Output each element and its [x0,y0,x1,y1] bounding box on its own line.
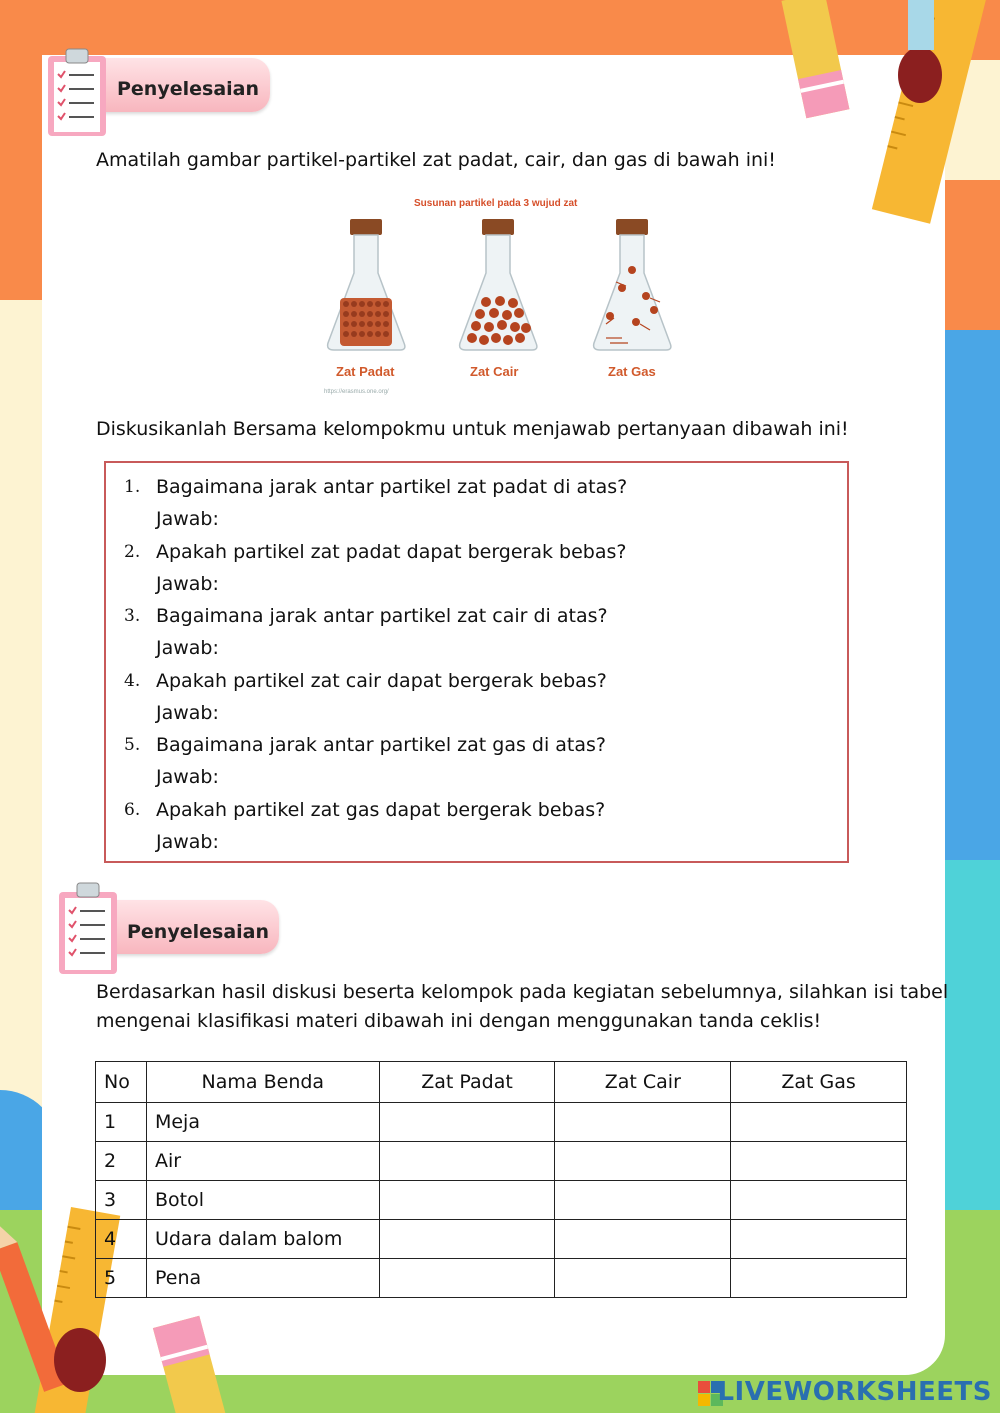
background-blue-right [942,330,1000,870]
column-header: Zat Padat [379,1062,555,1103]
stationery-decoration-top [780,0,1000,250]
background-orange-left [0,0,42,300]
clipboard-icon [55,880,121,976]
instruction-line-1: Berdasarkan hasil diskusi beserta kelompok pada kegiatan sebelumnya, silahkan isi tabel [96,981,949,1003]
question-number: 6. [124,799,141,820]
check-cell-cair[interactable] [555,1142,731,1181]
column-header: Zat Gas [731,1062,907,1103]
table-row [96,1181,907,1220]
clipboard-icon [44,46,110,138]
question-text: Apakah partikel zat gas dapat bergerak bebas? [156,798,606,821]
section-title: Penyelesaian [117,78,259,100]
answer-label[interactable]: Jawab: [156,637,219,659]
question-number: 5. [124,735,141,755]
discussion-text: Diskusikanlah Bersama kelompokmu untuk menjawab pertanyaan dibawah ini! [96,418,849,440]
background-teal-right [942,860,1000,1240]
item-name: Botol [146,1181,379,1220]
table-row [96,1220,907,1259]
classification-table [95,1061,907,1298]
check-cell-cair[interactable] [555,1181,731,1220]
answer-label[interactable]: Jawab: [156,766,219,788]
section-title: Penyelesaian [127,921,269,943]
item-name: Meja [146,1103,379,1142]
check-cell-padat[interactable] [379,1259,555,1298]
figure-title: Susunan partikel pada 3 wujud zat [414,198,578,209]
column-header: No [96,1062,147,1103]
check-cell-cair[interactable] [555,1220,731,1259]
item-name: Air [146,1142,379,1181]
row-number: 2 [96,1142,147,1181]
answer-label[interactable]: Jawab: [156,701,219,724]
question-text: Bagaimana jarak antar partikel zat cair di atas? [156,605,608,627]
check-cell-padat[interactable] [379,1142,555,1181]
check-cell-cair[interactable] [555,1259,731,1298]
question-text: Bagaimana jarak antar partikel zat padat di atas? [156,476,628,498]
flask-gas [594,219,671,379]
intro-text: Amatilah gambar partikel-partikel zat padat, cair, dan gas di bawah ini! [96,149,776,171]
flask-solid [328,219,405,379]
particle-states-figure [310,188,690,398]
check-cell-gas[interactable] [731,1142,907,1181]
question-number: 3. [124,606,141,626]
check-cell-padat[interactable] [379,1103,555,1142]
row-number: 3 [96,1181,147,1220]
check-cell-gas[interactable] [731,1103,907,1142]
check-cell-padat[interactable] [379,1181,555,1220]
label-zat-cair: Zat Cair [470,364,519,379]
table-row [96,1259,907,1298]
answer-label[interactable]: Jawab: [156,508,219,530]
check-cell-padat[interactable] [379,1220,555,1259]
question-number: 2. [124,541,141,562]
question-text: Bagaimana jarak antar partikel zat gas di atas? [156,734,607,756]
questions-box [104,461,849,863]
item-name: Udara dalam balom [146,1220,379,1259]
table-row [96,1142,907,1181]
row-number: 4 [96,1220,147,1259]
item-name: Pena [146,1259,379,1298]
table-header-row [96,1062,907,1103]
column-header: Nama Benda [146,1062,379,1103]
question-number: 4. [124,670,141,691]
figure-source: https://erasmus.one.org/ [324,389,389,395]
check-cell-gas[interactable] [731,1220,907,1259]
question-text: Apakah partikel zat padat dapat bergerak bebas? [156,540,627,563]
check-cell-gas[interactable] [731,1181,907,1220]
label-zat-padat: Zat Padat [336,364,395,379]
row-number: 1 [96,1103,147,1142]
flask-liquid [460,219,537,379]
question-number: 1. [124,477,141,497]
liveworksheets-brand[interactable]: LIVEWORKSHEETS [717,1377,992,1407]
label-zat-gas: Zat Gas [608,364,656,379]
check-cell-gas[interactable] [731,1259,907,1298]
answer-label[interactable]: Jawab: [156,572,219,595]
check-cell-cair[interactable] [555,1103,731,1142]
column-header: Zat Cair [555,1062,731,1103]
table-row [96,1103,907,1142]
instruction-line-2: mengenai klasifikasi materi dibawah ini dengan menggunakan tanda ceklis! [96,1010,822,1032]
answer-label[interactable]: Jawab: [156,830,219,853]
question-text: Apakah partikel zat cair dapat bergerak bebas? [156,669,607,692]
row-number: 5 [96,1259,147,1298]
